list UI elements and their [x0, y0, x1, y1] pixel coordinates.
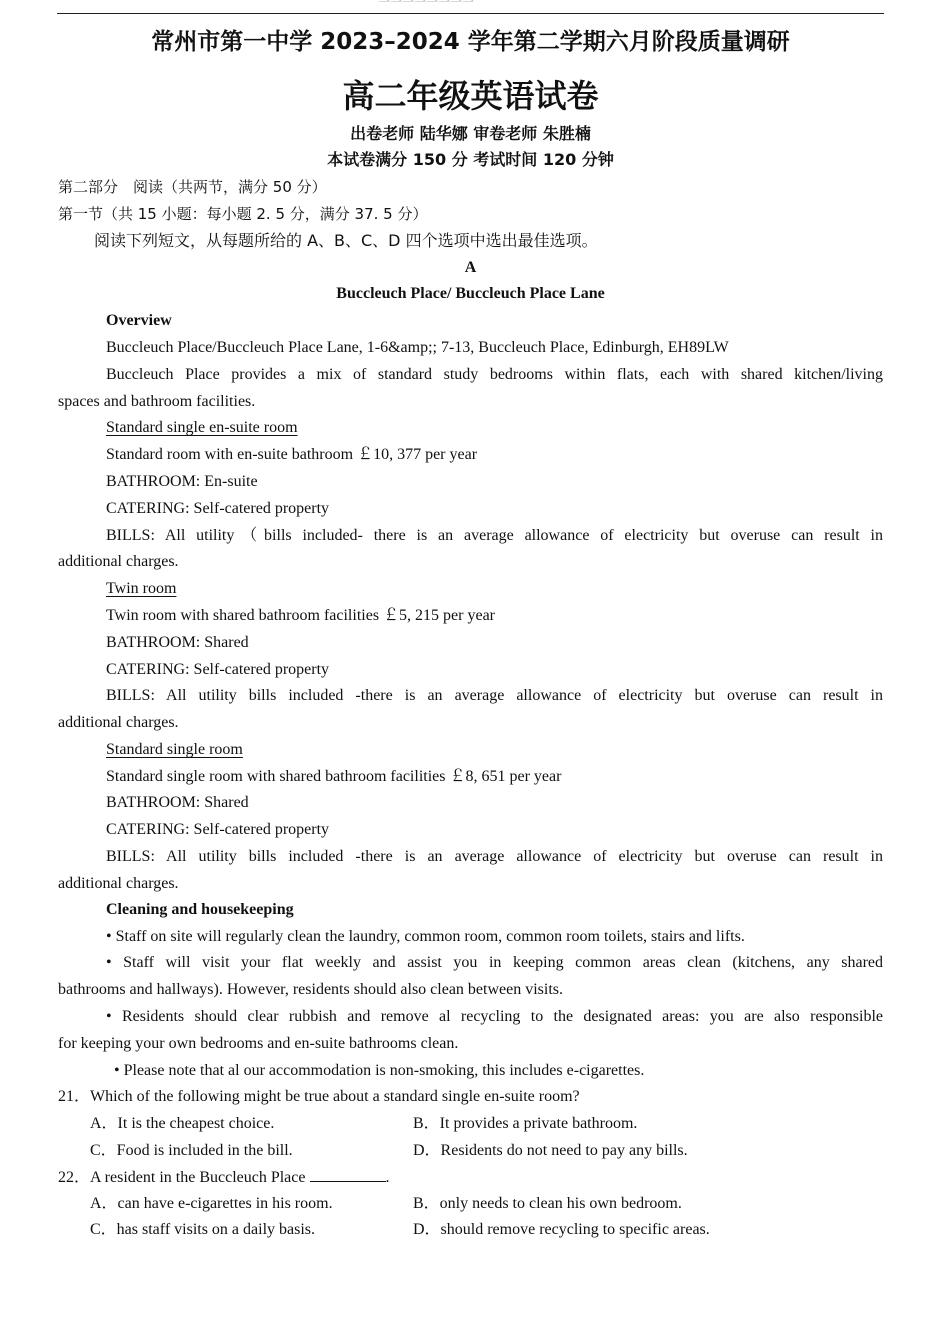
question-22-option-a: A．can have e-cigarettes in his room. [90, 1195, 333, 1212]
header-top-mark [378, 0, 568, 6]
question-22-stem-text: 22．A resident in the Buccleuch Place [58, 1169, 306, 1186]
address: Buccleuch Place/Buccleuch Place Lane, 1-6&amp;; 7-13, Buccleuch Place, Edinburgh, EH89LW [106, 339, 729, 356]
room-catering: CATERING: Self-catered property [106, 500, 330, 517]
cleaning-bullet-continued: for keeping your own bedrooms and en-suite bathrooms clean. [58, 1035, 459, 1052]
exam-title: 常州市第一中学 2023–2024 学年第二学期六月阶段质量调研 [151, 29, 790, 55]
passage-label: A [464, 259, 477, 276]
cleaning-heading: Cleaning and housekeeping [106, 901, 294, 918]
cleaning-bullet-continued: bathrooms and hallways). However, residents should also clean between visits. [58, 981, 564, 998]
question-21-stem: 21．Which of the following might be true about a standard single en-suite room? [58, 1088, 580, 1105]
question-21-option-b: B．It provides a private bathroom. [413, 1115, 638, 1132]
room-price: Standard single room with shared bathroom facilities ￡8, 651 per year [106, 768, 562, 785]
room-bills-continued: additional charges. [58, 875, 179, 892]
section-title: 第一节（共 15 小题：每小题 2. 5 分，满分 37. 5 分） [58, 205, 428, 223]
room-bathroom: BATHROOM: En-suite [106, 473, 258, 490]
question-22-stem [58, 1167, 390, 1188]
overview-heading: Overview [106, 312, 172, 329]
room-bills-continued: additional charges. [58, 714, 179, 731]
room-bathroom: BATHROOM: Shared [106, 634, 249, 651]
exam-subtitle: 高二年级英语试卷 [342, 77, 599, 115]
header-rule [57, 13, 884, 14]
room-price: Twin room with shared bathroom facilities ￡5, 215 per year [106, 607, 496, 624]
question-22-option-c: C．has staff visits on a daily basis. [90, 1221, 316, 1238]
room-catering: CATERING: Self-catered property [106, 821, 330, 838]
part-title: 第二部分 阅读（共两节，满分 50 分） [58, 178, 327, 196]
room-heading-single: Standard single room [106, 741, 243, 758]
instruction: 阅读下列短文，从每题所给的 A、B、C、D 四个选项中选出最佳选项。 [94, 231, 598, 250]
passage-title: Buccleuch Place/ Buccleuch Place Lane [336, 285, 605, 302]
intro-line-2: spaces and bathroom facilities. [58, 393, 256, 410]
cleaning-bullet: • Staff will visit your flat weekly and assist you in keeping common areas clean (kitchens, any shared [106, 954, 883, 971]
question-22-option-d: D．should remove recycling to specific areas. [413, 1221, 710, 1238]
question-22-stem-end: . [385, 1169, 390, 1186]
room-heading-twin: Twin room [106, 580, 177, 597]
room-bills-continued: additional charges. [58, 553, 179, 570]
cleaning-bullet: • Staff on site will regularly clean the laundry, common room, common room toilets, stairs and lifts. [106, 928, 745, 945]
cleaning-bullet: • Please note that al our accommodation is non-smoking, this includes e-cigarettes. [114, 1062, 645, 1079]
room-bills: BILLS: All utility bills included -there is an average allowance of electricity but overuse can result in [106, 687, 883, 704]
room-bills: BILLS: All utility bills included -there is an average allowance of electricity but overuse can result in [106, 848, 883, 865]
question-21-option-c: C．Food is included in the bill. [90, 1142, 293, 1159]
room-bathroom: BATHROOM: Shared [106, 794, 249, 811]
room-catering: CATERING: Self-catered property [106, 661, 330, 678]
question-21-option-a: A．It is the cheapest choice. [90, 1115, 275, 1132]
exam-setters: 出卷老师 陆华娜 审卷老师 朱胜楠 [350, 124, 591, 143]
question-21-option-d: D．Residents do not need to pay any bills. [413, 1142, 688, 1159]
room-heading-ensuite: Standard single en-suite room [106, 419, 298, 436]
room-bills: BILLS: All utility（bills included- there is an average allowance of electricity but overuse can result in [106, 527, 883, 544]
answer-blank [310, 1167, 386, 1182]
intro-line-1: Buccleuch Place provides a mix of standard study bedrooms within flats, each with shared kitchen/living [106, 366, 883, 383]
exam-score-time: 本试卷满分 150 分 考试时间 120 分钟 [327, 150, 614, 169]
cleaning-bullet: • Residents should clear rubbish and remove al recycling to the designated areas: you are also responsible [106, 1008, 883, 1025]
question-22-option-b: B．only needs to clean his own bedroom. [413, 1195, 682, 1212]
room-price: Standard room with en-suite bathroom ￡10, 377 per year [106, 446, 478, 463]
